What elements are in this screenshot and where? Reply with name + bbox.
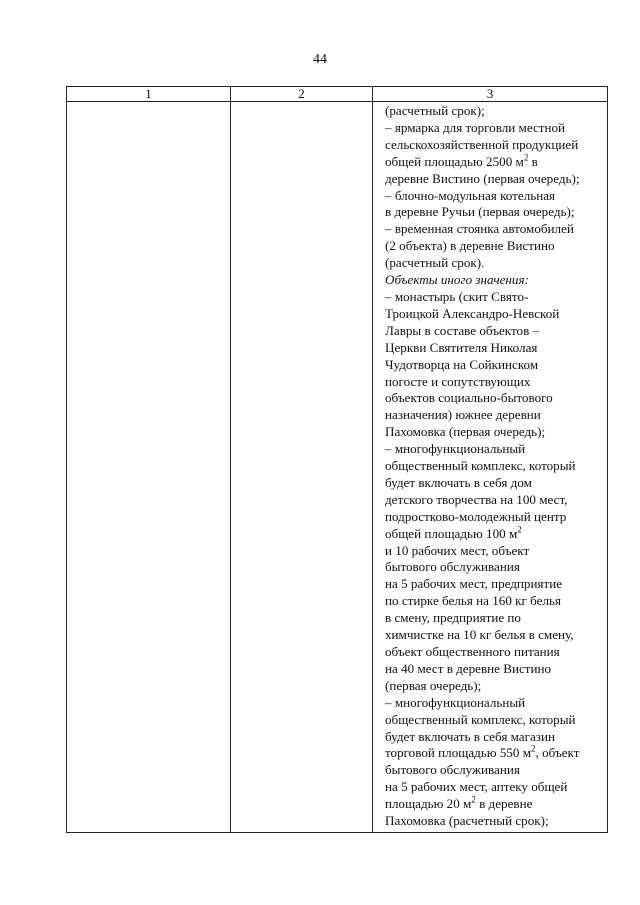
text-line-main: детского творчества на 100 мест,: [385, 491, 568, 507]
text-line: [385, 492, 605, 509]
column-header-3: 3: [373, 87, 608, 102]
text-line: [385, 593, 605, 610]
text-line: [385, 188, 605, 205]
text-line-main: Объекты иного значения:: [385, 272, 529, 288]
text-line: [385, 661, 605, 678]
text-line-main: Чудотворца на Сойкинском: [385, 356, 539, 372]
text-line-main: (расчетный срок);: [385, 103, 485, 118]
text-line-main: площадью 20 м: [385, 796, 472, 812]
text-line: [385, 627, 605, 644]
text-line-main: на 5 рабочих мест, аптеку общей: [385, 779, 568, 795]
text-line-main: Церкви Святителя Николая: [385, 339, 538, 355]
text-line: [385, 357, 605, 374]
text-line-main: на 40 мест в деревне Вистино: [385, 660, 552, 676]
text-line-main: бытового обслуживания: [385, 559, 520, 575]
text-line-main: Пахомовка (первая очередь);: [385, 424, 546, 440]
text-line: [385, 120, 605, 137]
text-line: [385, 576, 605, 593]
text-line: [385, 559, 605, 576]
text-line-after: в деревне: [475, 796, 533, 812]
text-line: [385, 762, 605, 779]
text-line-main: назначения) южнее деревни: [385, 407, 541, 423]
text-line-after: в: [528, 153, 538, 169]
text-line-main: общей площадью 2500 м: [385, 153, 524, 169]
table-row: [67, 102, 608, 833]
column-header-1: 1: [67, 87, 231, 102]
text-line: [385, 695, 605, 712]
text-line: [385, 779, 605, 796]
table-cell-col3: [373, 102, 608, 833]
text-line-main: – многофункциональный: [385, 441, 526, 457]
text-line-main: химчистке на 10 кг белья в смену,: [385, 627, 574, 643]
text-line-main: Пахомовка (расчетный срок);: [385, 813, 549, 829]
text-line: [385, 390, 605, 407]
cell-text-col3: [373, 102, 607, 830]
text-line: [385, 374, 605, 391]
table-cell-col2: [231, 102, 373, 833]
text-line: [385, 340, 605, 357]
text-line: [385, 475, 605, 492]
superscript: 2: [517, 524, 522, 535]
text-line-main: сельскохозяйственной продукцией: [385, 136, 579, 152]
text-line-main: (первая очередь);: [385, 677, 482, 693]
text-line-main: Лавры в составе объектов –: [385, 322, 540, 338]
text-line-main: – монастырь (скит Свято-: [385, 288, 529, 304]
text-line: [385, 154, 605, 171]
text-line: [385, 441, 605, 458]
text-line: [385, 255, 605, 272]
text-line-main: торговой площадью 550 м: [385, 745, 532, 761]
text-line-after: , объект: [535, 745, 580, 761]
text-line-main: будет включать в себя магазин: [385, 728, 555, 744]
text-line: [385, 272, 605, 289]
text-line-main: – блочно-модульная котельная: [385, 187, 556, 203]
text-line-main: – ярмарка для торговли местной: [385, 119, 566, 135]
text-line-main: по стирке белья на 160 кг белья: [385, 593, 561, 609]
text-line-main: (2 объекта) в деревне Вистино: [385, 238, 555, 254]
text-line: [385, 729, 605, 746]
text-line-main: общественный комплекс, который: [385, 711, 576, 727]
text-line: [385, 526, 605, 543]
text-line: [385, 745, 605, 762]
text-line: [385, 171, 605, 188]
page-number: 44: [313, 52, 327, 67]
text-line-main: в деревне Ручьи (первая очередь);: [385, 204, 575, 220]
superscript: 2: [471, 794, 476, 805]
text-line-main: объектов социально-бытового: [385, 390, 553, 406]
text-line: [385, 204, 605, 221]
text-line: [385, 712, 605, 729]
text-line-main: Троицкой Александро-Невской: [385, 305, 560, 321]
text-line: [385, 221, 605, 238]
text-line-main: – временная стоянка автомобилей: [385, 221, 574, 237]
text-line: [385, 424, 605, 441]
text-line: [385, 610, 605, 627]
text-line: [385, 306, 605, 323]
text-line: [385, 137, 605, 154]
superscript: 2: [523, 152, 529, 163]
text-line-main: подростково-молодежный центр: [385, 508, 567, 524]
text-line: [385, 796, 605, 813]
text-line-main: (расчетный срок).: [385, 255, 485, 271]
text-line: [385, 238, 605, 255]
text-line: [385, 103, 605, 120]
text-line-main: и 10 рабочих мест, объект: [385, 542, 530, 558]
text-line-main: общественный комплекс, который: [385, 458, 576, 474]
text-line-main: деревне Вистино (первая очередь);: [385, 170, 580, 186]
column-header-2: 2: [231, 87, 373, 102]
text-line: [385, 543, 605, 560]
text-line: [385, 289, 605, 306]
text-line: [385, 458, 605, 475]
text-line-main: в смену, предприятие по: [385, 610, 521, 626]
text-line-main: погосте и сопутствующих: [385, 373, 531, 389]
text-line: [385, 678, 605, 695]
text-line-main: бытового обслуживания: [385, 762, 520, 778]
text-line-main: на 5 рабочих мест, предприятие: [385, 576, 563, 592]
text-line-main: – многофункциональный: [385, 694, 526, 710]
text-line-main: общей площадью 100 м: [385, 525, 518, 541]
text-line: [385, 407, 605, 424]
table-cell-col1: [67, 102, 231, 833]
text-line: [385, 509, 605, 526]
text-line-main: объект общественного питания: [385, 644, 560, 659]
text-line: [385, 644, 605, 661]
table-header-row: [67, 87, 608, 102]
text-line: [385, 323, 605, 340]
document-table: [66, 86, 608, 833]
text-line-main: будет включать в себя дом: [385, 474, 532, 490]
superscript: 2: [531, 744, 536, 755]
text-line: [385, 813, 605, 830]
